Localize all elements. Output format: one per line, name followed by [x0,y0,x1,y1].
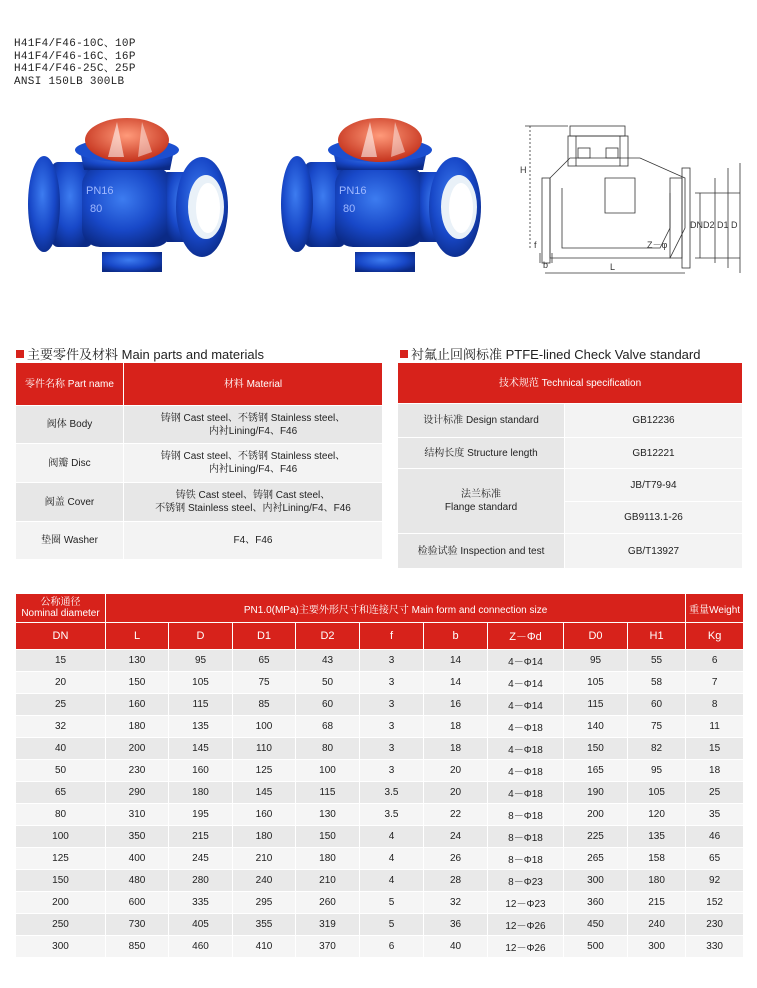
table-cell: 110 [233,738,296,760]
table-row [16,716,744,738]
table-row [16,826,744,848]
table-row [16,914,744,936]
model-line: ANSI 150LB 300LB [14,75,125,88]
model-line: H41F4/F46-25C、25P [14,63,136,75]
table-cell: 355 [233,914,296,936]
table-cell: 15 [16,650,106,672]
table-cell: 6 [360,936,424,958]
pn-label: PN16 [86,185,114,197]
table-cell: 60 [296,694,360,716]
table-cell: 3 [360,672,424,694]
table-row [398,404,743,438]
parts-title-text: 主要零件及材料 Main parts and materials [27,347,264,362]
table-cell: 290 [106,782,169,804]
part-name: 阀瓣 Disc [16,444,124,483]
table-cell: 100 [16,826,106,848]
table-cell: 95 [628,760,686,782]
column-header: D1 [233,623,296,650]
model-line: H41F4/F46-16C、16P [14,50,136,63]
table-cell: 55 [628,650,686,672]
table-cell: 335 [169,892,233,914]
table-row [398,534,743,569]
table-cell: 300 [564,870,628,892]
part-name: 阀盖 Cover [16,483,124,522]
table-cell: 405 [169,914,233,936]
column-header: D [169,623,233,650]
table-row [16,444,383,483]
table-cell: 319 [296,914,360,936]
table-cell: 36 [424,914,488,936]
table-cell: 5 [360,914,424,936]
table-cell: 65 [233,650,296,672]
spec-value: GB9113.1-26 [565,502,743,534]
table-cell: 120 [628,804,686,826]
dim-label-f: f [534,240,537,250]
table-cell: 210 [233,848,296,870]
table-cell: 46 [686,826,744,848]
table-row [16,650,744,672]
part-material: F4、F46 [124,522,383,560]
spec-value: GB12236 [565,404,743,438]
table-cell: 5 [360,892,424,914]
table-cell: 135 [628,826,686,848]
table-cell: 85 [233,694,296,716]
table-cell: 4－Φ18 [488,716,564,738]
dn-label: 80 [343,203,356,215]
model-line: H41F4/F46-10C、10P [14,38,136,50]
table-cell: 40 [16,738,106,760]
table-cell: 360 [564,892,628,914]
part-name: 阀体 Body [16,406,124,444]
table-cell: 160 [106,694,169,716]
column-header: H1 [628,623,686,650]
dims-header-row [16,594,744,623]
table-cell: 115 [296,782,360,804]
table-cell: 100 [233,716,296,738]
table-cell: 40 [424,936,488,958]
section-marker [16,350,24,358]
table-cell: 14 [424,672,488,694]
table-cell: 4－Φ18 [488,738,564,760]
dim-label-d1: D1 [717,220,729,230]
table-cell: 60 [628,694,686,716]
table-cell: 150 [296,826,360,848]
table-cell: 7 [686,672,744,694]
table-cell: 4－Φ18 [488,760,564,782]
valve-photo-left [22,112,232,287]
parts-header-row [16,363,383,406]
spec-title-text: 衬氟止回阀标准 PTFE-lined Check Valve standard [411,347,701,362]
table-cell: 20 [16,672,106,694]
table-cell: 165 [564,760,628,782]
table-cell: 150 [106,672,169,694]
table-cell: 300 [628,936,686,958]
table-cell: 16 [424,694,488,716]
table-cell: 12－Φ26 [488,914,564,936]
table-cell: 11 [686,716,744,738]
column-header: D2 [296,623,360,650]
spec-label: 设计标准 Design standard [398,404,565,438]
dims-body [16,650,744,958]
table-cell: 75 [628,716,686,738]
dim-label-d2: D2 [703,220,715,230]
table-row [16,694,744,716]
nominal-header: 公称通径 Nominal diameter [16,594,106,623]
table-row [16,406,383,444]
table-cell: 12－Φ23 [488,892,564,914]
table-cell: 180 [628,870,686,892]
table-cell: 35 [686,804,744,826]
table-row [16,892,744,914]
table-cell: 3 [360,738,424,760]
table-cell: 115 [169,694,233,716]
table-cell: 190 [564,782,628,804]
table-cell: 125 [16,848,106,870]
table-cell: 3.5 [360,782,424,804]
table-cell: 3 [360,760,424,782]
table-cell: 240 [628,914,686,936]
table-cell: 265 [564,848,628,870]
table-cell: 730 [106,914,169,936]
table-cell: 200 [564,804,628,826]
table-cell: 500 [564,936,628,958]
table-cell: 180 [233,826,296,848]
part-material: 铸钢 Cast steel、不锈钢 Stainless steel、 内衬Lining/F4、F46 [124,406,383,444]
table-cell: 8－Φ23 [488,870,564,892]
dim-label-h: H [520,165,527,175]
table-row [16,672,744,694]
table-cell: 6 [686,650,744,672]
table-cell: 25 [16,694,106,716]
spec-label: 检验试验 Inspection and test [398,534,565,569]
valve-section-diagram [510,118,750,283]
pn-label: PN16 [339,185,367,197]
table-cell: 140 [564,716,628,738]
parts-section-title [16,344,264,363]
weight-header: 重量Weight [686,594,744,623]
spec-value: JB/T79-94 [565,469,743,502]
dim-label-d: D [731,220,738,230]
table-cell: 160 [169,760,233,782]
table-row [16,760,744,782]
table-cell: 135 [169,716,233,738]
table-cell: 95 [564,650,628,672]
table-row [16,804,744,826]
table-row [16,483,383,522]
table-cell: 4 [360,870,424,892]
table-row [16,738,744,760]
table-cell: 145 [169,738,233,760]
table-cell: 32 [424,892,488,914]
table-cell: 600 [106,892,169,914]
main-form-header: PN1.0(MPa)主要外形尺寸和连接尺寸 Main form and connection size [106,594,686,623]
table-cell: 125 [233,760,296,782]
table-cell: 8－Φ18 [488,804,564,826]
table-cell: 195 [169,804,233,826]
table-row [398,469,743,502]
table-cell: 20 [424,760,488,782]
table-cell: 18 [424,738,488,760]
valve-photo-right [275,112,485,287]
table-cell: 4－Φ14 [488,650,564,672]
parts-table [15,362,383,560]
spec-label: 结构长度 Structure length [398,438,565,469]
table-cell: 150 [564,738,628,760]
table-cell: 20 [424,782,488,804]
table-cell: 65 [16,782,106,804]
table-cell: 68 [296,716,360,738]
part-material: 铸铁 Cast steel、铸钢 Cast steel、 不锈钢 Stainless steel、内衬Lining/F4、F46 [124,483,383,522]
table-cell: 12－Φ26 [488,936,564,958]
table-cell: 26 [424,848,488,870]
column-header: Kg [686,623,744,650]
table-row [16,870,744,892]
table-cell: 75 [233,672,296,694]
table-row [16,782,744,804]
table-cell: 3 [360,716,424,738]
table-cell: 370 [296,936,360,958]
table-cell: 95 [169,650,233,672]
table-cell: 130 [106,650,169,672]
table-cell: 330 [686,936,744,958]
table-cell: 350 [106,826,169,848]
table-cell: 180 [106,716,169,738]
table-cell: 22 [424,804,488,826]
table-cell: 145 [233,782,296,804]
table-cell: 80 [296,738,360,760]
table-cell: 152 [686,892,744,914]
table-cell: 450 [564,914,628,936]
table-cell: 280 [169,870,233,892]
table-cell: 200 [16,892,106,914]
part-material: 铸钢 Cast steel、不锈钢 Stainless steel、 内衬Lining/F4、F46 [124,444,383,483]
table-cell: 245 [169,848,233,870]
table-cell: 850 [106,936,169,958]
table-cell: 200 [106,738,169,760]
table-cell: 180 [169,782,233,804]
table-cell: 15 [686,738,744,760]
dim-label-b: b [543,260,549,270]
spec-table [397,362,743,569]
table-cell: 240 [233,870,296,892]
column-header: DN [16,623,106,650]
column-header: D0 [564,623,628,650]
table-cell: 43 [296,650,360,672]
table-cell: 92 [686,870,744,892]
table-cell: 225 [564,826,628,848]
table-cell: 105 [564,672,628,694]
table-cell: 50 [296,672,360,694]
column-header: f [360,623,424,650]
table-cell: 3.5 [360,804,424,826]
table-cell: 130 [296,804,360,826]
table-cell: 8－Φ18 [488,826,564,848]
dim-label-zphi: Z－φ [647,240,668,250]
table-cell: 310 [106,804,169,826]
table-cell: 32 [16,716,106,738]
table-cell: 300 [16,936,106,958]
table-row [398,438,743,469]
dn-label: 80 [90,203,103,215]
table-cell: 410 [233,936,296,958]
table-cell: 18 [424,716,488,738]
table-cell: 215 [628,892,686,914]
table-cell: 50 [16,760,106,782]
table-cell: 28 [424,870,488,892]
table-cell: 100 [296,760,360,782]
table-cell: 4－Φ18 [488,782,564,804]
table-cell: 65 [686,848,744,870]
spec-label: 法兰标准 Flange standard [398,469,565,534]
table-cell: 4－Φ14 [488,694,564,716]
spec-header: 技术规范 Technical specification [398,363,743,404]
table-cell: 4 [360,826,424,848]
table-cell: 3 [360,694,424,716]
table-cell: 82 [628,738,686,760]
table-cell: 25 [686,782,744,804]
column-header: L [106,623,169,650]
spec-value: GB12221 [565,438,743,469]
table-cell: 158 [628,848,686,870]
table-cell: 4 [360,848,424,870]
table-cell: 250 [16,914,106,936]
dimensions-table [15,593,744,958]
dim-label-dn: DN [690,220,703,230]
model-list [14,38,136,88]
column-header: b [424,623,488,650]
table-cell: 480 [106,870,169,892]
table-cell: 58 [628,672,686,694]
table-cell: 4－Φ14 [488,672,564,694]
table-cell: 460 [169,936,233,958]
table-cell: 160 [233,804,296,826]
table-cell: 230 [686,914,744,936]
table-cell: 18 [686,760,744,782]
table-cell: 80 [16,804,106,826]
column-header: Z－Φd [488,623,564,650]
table-cell: 105 [628,782,686,804]
table-cell: 115 [564,694,628,716]
table-cell: 400 [106,848,169,870]
table-cell: 260 [296,892,360,914]
table-cell: 24 [424,826,488,848]
table-cell: 8 [686,694,744,716]
dim-label-l: L [610,262,616,272]
table-row [16,848,744,870]
spec-header-row [398,363,743,404]
spec-value: GB/T13927 [565,534,743,569]
parts-col-header: 材料 Material [124,363,383,406]
table-cell: 180 [296,848,360,870]
table-row [16,936,744,958]
table-row [16,522,383,560]
table-cell: 210 [296,870,360,892]
table-cell: 3 [360,650,424,672]
part-name: 垫圈 Washer [16,522,124,560]
parts-col-header: 零件名称 Part name [16,363,124,406]
table-cell: 14 [424,650,488,672]
table-cell: 8－Φ18 [488,848,564,870]
table-cell: 230 [106,760,169,782]
table-cell: 295 [233,892,296,914]
spec-section-title [400,344,700,363]
table-cell: 150 [16,870,106,892]
table-cell: 105 [169,672,233,694]
table-cell: 215 [169,826,233,848]
dims-column-row [16,623,744,650]
section-marker [400,350,408,358]
